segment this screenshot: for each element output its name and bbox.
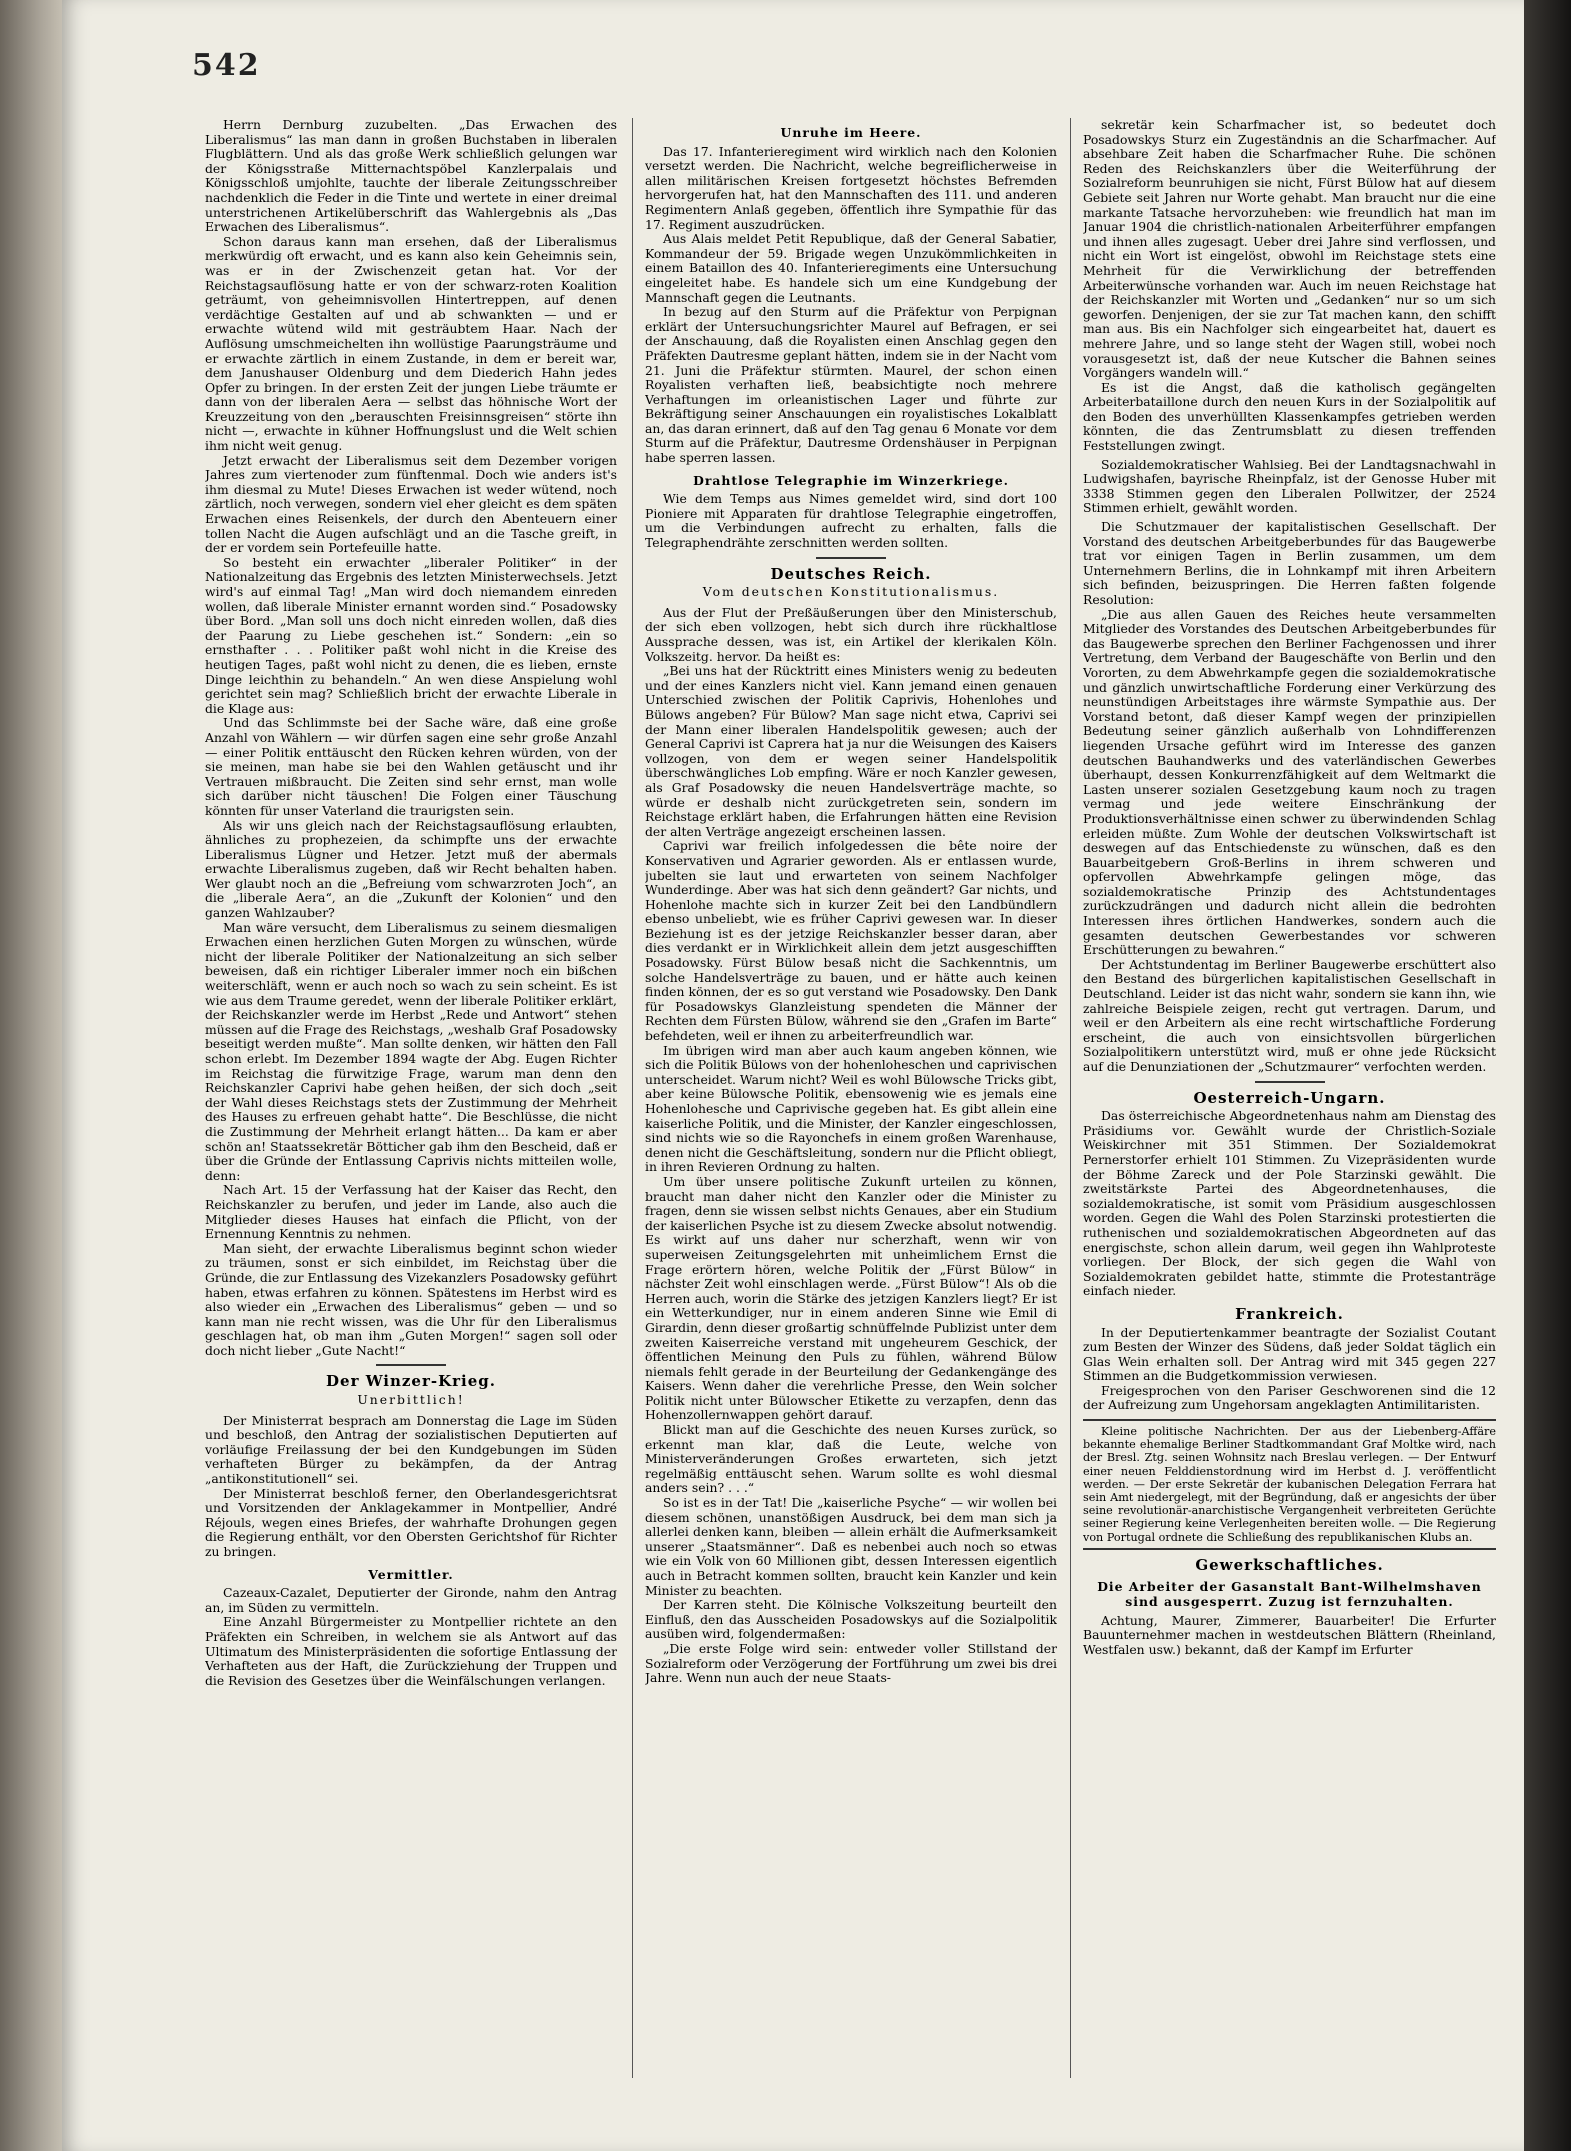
paragraph: Cazeaux-Cazalet, Deputierter der Gironde, nahm den Antrag an, im Süden zu vermitteln. xyxy=(205,1585,617,1615)
paragraph: Als wir uns gleich nach der Reichstagsauflösung erlaubten, ähnliches zu prophezeien, da schimpfte uns der erwachte Liberalismus Lügner und Hetzer. Jetzt muß der abermals erwachte Liberalismus zugeben, daß wir Recht behalten haben. Wer glaubt noch an die „Befreiung vom schwarzroten Joch“, an die „liberale Aera“, an die „Zukunft der Kolonien“ und den ganzen Wahlzauber? xyxy=(205,817,617,921)
page-number: 542 xyxy=(192,48,261,83)
paragraph: Nach Art. 15 der Verfassung hat der Kaiser das Recht, den Reichskanzler zu berufen, und jeder im Lande, also auch die Mitglieder dieses Hauses hat einfach die Pflicht, von der Ernennung Kenntnis zu nehmen. xyxy=(205,1182,617,1242)
paragraph: Caprivi war freilich infolgedessen die bête noire der Konservativen und Agrarier geworden. Als er entlassen wurde, jubelten sie laut und erwarteten von seinem Nachfolger Wunderdinge. Aber was hat sich denn geändert? Gar nichts, und Hohenlohe machte sich in kurzer Zeit bei den Landbündlern ebenso unbeliebt, wie es früher Caprivi gewesen war. In dieser Beziehung ist es der jetzige Reichskanzler besser daran, aber dies verdankt er in Wirklichkeit allein dem jetzt ausgeschifften Posadowsky. Fürst Bülow besaß nicht die Sachkenntnis, um solche Handelsverträge zu bauen, und er hätte auch keinen finden können, der es so gut verstand wie Posadowsky. Den Dank für Posadowskys Glanzleistung spendeten die Männer der Rechten dem Fürsten Bülow, während sie den „Grafen im Barte“ befehdeten, weil er ihnen zu arbeiterfreundlich war. xyxy=(645,838,1057,1044)
schutz-intro: Die Schutzmauer der kapitalistischen Gesellschaft. Der Vorstand des deutschen Arbeitgeberbundes für das Baugewerbe trat vor einigen Tagen in Berlin zusammen, um dem Unternehmern Berlins, die in Lohnkampf mit ihren Arbeitern sich befinden, beizuspringen. Die Herren faßten folgende Resolution: xyxy=(1083,519,1496,607)
paragraph: Aus Alais meldet Petit Republique, daß der General Sabatier, Kommandeur der 59. Brigade wegen Unzukömmlichkeiten in einem Bataillon des 40. Infanterieregiments eine Untersuchung eingeleitet habe. Es handele sich um eine Kundgebung der Mannschaft gegen die Leutnants. xyxy=(645,231,1057,305)
frank-heading: Frankreich. xyxy=(1235,1304,1344,1323)
column-1 xyxy=(205,118,617,2078)
draht-heading: Drahtlose Telegraphie im Winzerkriege. xyxy=(693,472,1009,488)
section-separator xyxy=(1255,1081,1325,1083)
paragraph: Aus der Flut der Preßäußerungen über den Ministerschub, der sich eben vollzogen, hebt sich durch ihre rückhaltlose Aussprache dessen, was ist, ein Artikel der klerikalen Köln. Volkszeitg. hervor. Da heißt es: xyxy=(645,604,1057,664)
paragraph: Herrn Dernburg zuzubelten. „Das Erwachen des Liberalismus“ las man dann in großen Buchstaben in liberalen Flugblättern. Und als das große Werk schließlich gelungen war der Königsstraße Mitternachtspöbel Kanzlerpalais und Königsschloß umjohlte, tauchte der liberale Zeitungsschreiber nachdenklich die Feder in die Tinte und wertete in einer dreimal unterstrichenen Artikelüberschrift das Wahlergebnis als „Das Erwachen des Liberalismus“. xyxy=(205,118,617,235)
col3-top-paragraphs xyxy=(1083,118,1496,454)
paragraph: Eine Anzahl Bürgermeister zu Montpellier richtete an den Präfekten ein Schreiben, in welchem sie als Antwort auf das Ultimatum des Ministerpräsidenten die sofortige Entlassung der Verhafteten aus der Haft, die Zurückziehung der Truppen und die Revision des Gesetzes über die Weinfälschungen verlangen. xyxy=(205,1614,617,1688)
col1-paragraphs xyxy=(205,118,617,1358)
paragraph: Und das Schlimmste bei der Sache wäre, daß eine große Anzahl von Wählern — wir dürfen sagen eine sehr große Anzahl — einer Politik enttäuscht den Rücken kehren würden, von der sie meinen, man habe sie bei den Wahlen getäuscht und ihr Vertrauen mißbraucht. Die Zeiten sind sehr ernst, man wolle sich darüber nicht täuschen! Die Folgen einer Täuschung könnten für unser Vaterland die traurigsten sein. xyxy=(205,715,617,818)
draht-paragraph: Wie dem Temps aus Nimes gemeldet wird, sind dort 100 Pioniere mit Apparaten für drahtlose Telegraphie eingetroffen, um die Verbindungen aufrecht zu erhalten, falls die Telegraphendrähte zerschnitten werden sollten. xyxy=(645,491,1057,551)
reich-subheading: Vom deutschen Konstitutionalismus. xyxy=(702,584,1000,600)
gew-heading: Gewerkschaftliches. xyxy=(1195,1555,1384,1574)
column-divider xyxy=(1070,118,1071,2078)
paragraph: Man sieht, der erwachte Liberalismus beginnt schon wieder zu träumen, sonst er sich einbildet, im Reichstag über die Gründe, die zur Entlassung des Vizekanzlers Posadowsky geführt haben, etwas erfahren zu können. Spätestens im Herbst wird es also wieder ein „Erwachen des Liberalismus“ geben — und so kann man nie recht wissen, was die Uhr für den Liberalismus geschlagen hat, ob man ihm „Guten Morgen!“ sagen soll oder doch nicht lieber „Gute Nacht!“ xyxy=(205,1240,617,1358)
reich-heading: Deutsches Reich. xyxy=(770,564,932,583)
paragraph: Schon daraus kann man ersehen, daß der Liberalismus merkwürdig oft erwacht, und es kann also kein Geheimnis sein, was er in der Zwischenzeit getan hat. Vor der Reichstagsauflösung hatte er von der schwarz-roten Koalition geträumt, von geheimnisvollen Hintertreppen, auf denen verdächtige Gestalten auf und ab schwankten — und er erwachte wütend wild mit gesträubtem Haar. Nach der Auflösung umschmeichelten ihn wollüstige Paarungsträume und er erwachte zärtlich in einem Zustande, in dem er bereit war, dem Janushauser Oldenburg und dem Diederich Hahn jedes Opfer zu bringen. In der ersten Zeit der jungen Liebe träumte er dann von der liberalen Aera — selbst das höhnische Wort der Kreuzzeitung von den „berauschten Freisinnsgreisen“ störte ihn nicht —, erwachte in kühner Hoffnungslust und die Welt schien ihm nicht weit genug. xyxy=(205,233,617,454)
page-edge-shadow xyxy=(1524,0,1571,2151)
paragraph: Man wäre versucht, dem Liberalismus zu seinem diesmaligen Erwachen einen herzlichen Guten Morgen zu wünschen, würde nicht der liberale Politiker der Nationalzeitung an sich selber beweisen, daß ein richtiger Liberaler immer noch ein bißchen weiterschläft, wenn er auch noch so wach zu sein scheint. Es ist wie aus dem Traume geredet, wenn der liberale Politiker erklärt, der Reichskanzler werde im Herbst „Rede und Antwort“ stehen müssen auf die Frage des Reichstags, „weshalb Graf Posadowsky beseitigt werden mußte“. Man sollte denken, wir hätten den Fall schon erlebt. Im Dezember 1894 wagte der Abg. Eugen Richter im Reichstag die fürwitzige Frage, warum man denn den Reichskanzler Caprivi habe gehen heißen, der sich doch „seit der Wahl dieses Reichstags stets der Zustimmung der Mehrheit des Hauses zu erfreuen gehabt hatte“. Die Beschlüsse, die nicht die Zustimmung der Mehrheit erlangt hätten... Da kam er aber schön an! Staatssekretär Bötticher gab ihm den Bescheid, daß er über die Gründe der Entlassung Caprivis nichts mitteilen wolle, denn: xyxy=(205,919,617,1183)
paragraph: Blickt man auf die Geschichte des neuen Kurses zurück, so erkennt man klar, daß die Leute, welche von Ministerveränderungen Großes erwarteten, sich jetzt regelmäßig enttäuscht sehen. Warum sollte es wohl diesmal anders sein? . . .“ xyxy=(645,1422,1057,1496)
paragraph: Es ist die Angst, daß die katholisch gegängelten Arbeiterbataillone durch den neuen Kurs in der Sozialpolitik auf den Boden des unverhüllten Klassenkampfes getrieben werden könnten, die das Zentrumsblatt zu diesen treffenden Feststellungen zwingt. xyxy=(1083,379,1496,454)
section-separator xyxy=(376,1364,446,1366)
winzer-paragraphs xyxy=(205,1414,617,1560)
oest-paragraph: Das österreichische Abgeordnetenhaus nahm am Dienstag des Präsidiums vor. Gewählt wurde der Christlich-Soziale Weiskirchner mit 351 Stimmen. Der Sozialdemokrat Pernerstorfer erhielt 101 Stimmen. Zu Vizepräsidenten wurde der Böhme Zareck und der Pole Starzinski gewählt. Die zweitstärkste Partei des Abgeordnetenhauses, die sozialdemokratische, ist somit vom Präsidium ausgeschlossen worden. Gegen die Wahl des Polen Starzinski protestierten die ruthenischen und sozialdemokratischen Abgeordneten auf das energischste, schon allein darum, weil gegen ihn Wahlproteste vorliegen. Der Block, der sich gegen die Wahl von Sozialdemokraten gebildet hatte, stimmte die Protestanträge einfach nieder. xyxy=(1083,1108,1496,1299)
winzer-heading: Der Winzer-Krieg. xyxy=(326,1372,496,1391)
paragraph: Das 17. Infanterieregiment wird wirklich nach den Kolonien versetzt werden. Die Nachricht, welche begreiflicherweise in allen militärischen Kreisen fortgesetzt höchstes Befremden hervorgerufen hat, hat den Mannschaften des 111. und anderen Regimentern Anlaß gegeben, öffentlich ihre Sympathie für das 17. Regiment auszudrücken. xyxy=(645,143,1057,232)
column-divider xyxy=(632,118,633,2078)
paragraph: Freigesprochen von den Pariser Geschworenen sind die 12 der Aufreizung zum Ungehorsam angeklagten Antimilitaristen. xyxy=(1083,1382,1496,1413)
kleine-nachrichten xyxy=(1083,1419,1496,1550)
oest-heading: Oesterreich-Ungarn. xyxy=(1193,1088,1386,1107)
paragraph: Der Ministerrat besprach am Donnerstag die Lage im Süden und beschloß, den Antrag der sozialistischen Deputierten auf vorläufige Freilassung der bei den Kundgebungen im Süden verhafteten Bürger zu bekämpfen, da der Antrag „antikonstitutionell“ sei. xyxy=(205,1412,617,1487)
column-2 xyxy=(645,118,1057,2078)
paragraph: Um über unsere politische Zukunft urteilen zu können, braucht man daher nicht den Kanzler oder die Minister zu fragen, denn sie wissen selbst nichts Genaues, aber ein Studium der kaiserlichen Psyche ist zu diesem Zwecke absolut notwendig. Es wirkt auf uns daher nur scherzhaft, wenn wir von superweisen Zeitungsgelehrten mit unheimlichem Ernst die Frage erörtern hören, welche Politik der „Fürst Bülow“ in nächster Zeit wohl einschlagen werde. „Fürst Bülow“! Als ob die Herren auch, worin die Stärke des jetzigen Kanzlers liegt? Er ist ein Wetterkundiger, nur in einem anderen Sinne wie Emil di Girardin, denn dieser großartig schnüffelnde Publizist unter dem zweiten Kaiserreiche verstand mit ungeheurem Geschick, der öffentlichen Meinung den Puls zu fühlen, während Bülow niemals fehlt gerade in der Beurteilung der Gedankengänge des Kaisers. Wenn daher die verehrliche Presse, den Wein solcher Politik nicht unter Bülowscher Etikette zu verzapfen, denn das Hohenzollernwappen gehört darauf. xyxy=(645,1173,1057,1423)
paragraph: Jetzt erwacht der Liberalismus seit dem Dezember vorigen Jahres zum viertenoder zum fünftenmal. Doch wie anders ist's ihm diesmal zu Mute! Dieses Erwachen ist weder wütend, noch zärtlich, noch verwegen, sondern viel eher gleicht es dem späten Erwachen eines Reisenkels, der durch den Abenteuern einer tollen Nacht die Augen aufschlägt und an die Tasche greift, in der er vordem sein Portefeuille hatte. xyxy=(205,452,617,556)
vermittler-heading: Vermittler. xyxy=(368,1566,454,1582)
unruhe-heading: Unruhe im Heere. xyxy=(780,125,922,140)
frank-paragraphs xyxy=(1083,1326,1496,1414)
paragraph: „Die erste Folge wird sein: entweder voller Stillstand der Sozialreform oder Verzögerung der Fortführung um zwei bis drei Jahre. Wenn nun auch der neue Staats- xyxy=(645,1640,1057,1686)
gew-paragraph: Achtung, Maurer, Zimmerer, Bauarbeiter! Die Erfurter Bauunternehmer machen in westdeutschen Blättern (Rheinland, Westfalen usw.) bekannt, daß der Kampf im Erfurter xyxy=(1083,1612,1496,1657)
section-separator xyxy=(816,557,886,559)
paragraph: „Bei uns hat der Rücktritt eines Ministers wenig zu bedeuten und der eines Kanzlers nicht viel. Kann jemand einen genauen Unterschied zwischen der Politik Caprivis, Hohenlohes und Bülows angeben? Für Bülow? Man sage nicht etwa, Caprivi sei der Mann einer liberalen Handelspolitik gewesen; auch der General Caprivi ist Caprera hat ja nur die Weisungen des Kaisers vollzogen, von dem er wegen seiner Handelspolitik überschwängliches Lob empfing. Wäre er noch Kanzler gewesen, als Graf Posadowsky die neuen Handelsverträge machte, so würde er deshalb nicht zurückgetreten sein, sondern im Reichstage erklärt haben, die Erfahrungen hätten eine Revision der alten Verträge angezeigt erscheinen lassen. xyxy=(645,663,1057,839)
unruhe-paragraphs xyxy=(645,145,1057,466)
paragraph: Der Karren steht. Die Kölnische Volkszeitung beurteilt den Einfluß, den das Ausscheiden Posadowskys auf die Sozialpolitik ausüben wird, folgendermaßen: xyxy=(645,1597,1057,1642)
column-3 xyxy=(1083,118,1496,2078)
gew-subheading: Die Arbeiter der Gasanstalt Bant-Wilhelmshaven sind ausgesperrt. Zuzug ist fernzuhalten. xyxy=(1097,1579,1482,1610)
paragraph: Der Ministerrat beschloß ferner, den Oberlandesgerichtsrat und Vorsitzenden der Anklagekammer in Montpellier, André Réjouls, wegen eines Briefes, der wahrhafte Drohungen gegen die Regierung enthält, vor den Obersten Gerichtshof für Richter zu bringen. xyxy=(205,1485,617,1559)
vermittler-paragraphs xyxy=(205,1586,617,1688)
wahlsieg-paragraph: Sozialdemokratischer Wahlsieg. Bei der Landtagsnachwahl in Ludwigshafen, bayrische Rheinpfalz, ist der Genosse Huber mit 3338 Stimmen gegen den Liberalen Pollwitzer, der 2524 Stimmen erhielt, gewählt worden. xyxy=(1083,456,1496,516)
paragraph: In bezug auf den Sturm auf die Präfektur von Perpignan erklärt der Untersuchungsrichter Maurel auf Befragen, er sei der Anschauung, daß die Royalisten einen Anschlag gegen den Präfekten Dautresme geplant hätten, indem sie in der Nacht vom 21. Juni die Präfektur stürmten. Maurel, der schon einen Royalisten verhaften ließ, beabsichtigte noch mehrere Verhaftungen im orleanistischen Lager und führte zur Bekräftigung seiner Anschauungen ein royalistisches Lokalblatt an, das daran erinnert, daß auf den Tag genau 6 Monate vor dem Sturm auf die Präfektur, Dautresme Ordenshäuser in Perpignan habe sperren lassen. xyxy=(645,304,1057,466)
book-binding xyxy=(0,0,62,2151)
paragraph: Kleine politische Nachrichten. Der aus der Liebenberg-Affäre bekannte ehemalige Berliner Stadtkommandant Graf Moltke wird, nach der Bresl. Ztg. seinen Wohnsitz nach Breslau verlegen. — Der Entwurf einer neuen Felddienstordnung wird im Herbst d. J. veröffentlicht werden. — Der erste Sekretär der kubanischen Delegation Ferrara hat sein Amt niedergelegt, mit der Begründung, daß er angesichts der über seine revolutionär-anarchistische Vergangenheit verbreiteten Gerüchte seiner Regierung keine Verlegenheiten bereiten wolle. — Die Regierung von Portugal ordnete die Schließung des republikanischen Klubs an. xyxy=(1083,1425,1496,1544)
schutz-end: Der Achtstundentag im Berliner Baugewerbe erschüttert also den Bestand des bürgerlichen kapitalistischen Gesellschaft in Deutschland. Leider ist das nicht wahr, sondern sie kann ihn, wie zahlreiche Beispiele zeigen, recht gut vertragen. Darum, und weil er den Arbeitern als eine recht wirtschaftliche Forderung erscheint, die auch von einsichtsvollen bürgerlichen Sozialpolitikern unterstützt wird, muß er ohne jede Rücksicht auf die Denunziationen der „Schutzmaurer“ verfochten werden. xyxy=(1083,956,1496,1074)
paragraph: So besteht ein erwachter „liberaler Politiker“ in der Nationalzeitung das Ergebnis des letzten Ministerwechsels. Jetzt wird's auf einmal Tag! „Man wird doch niemandem einreden wollen, daß liberale Minister ernannt worden sind.“ Posadowsky über Bord. „Man soll uns doch nicht einreden wollen, daß dies der Paarung zu Liebe geschehen ist.“ Sondern: „ein so ernsthafter . . . Politiker paßt wohl nicht in die Kreise des heutigen Tages, paßt wohl nicht zu denen, die es lieben, ernste Dinge leichthin zu behandeln.“ An wen diese Anspielung wohl gerichtet sein mag? Schließlich bricht der erwachte Liberale in die Klage aus: xyxy=(205,554,617,716)
winzer-subheading: Unerbittlich! xyxy=(357,1392,465,1408)
paragraph: sekretär kein Scharfmacher ist, so bedeutet doch Posadowskys Sturz ein Zugeständnis an die Scharfmacher. Auf absehbare Zeit haben die Scharfmacher Ruhe. Die schönen Reden des Reichskanzlers über die Weiterführung der Sozialreform beunruhigen sie nicht, Fürst Bülow hat auf diesem Gebiete seit Jahren nur Worte gehabt. Man braucht nur die eine markante Tatsache hervorzuheben: wie freundlich hat man im Januar 1904 die christlich-nationalen Arbeiterführer empfangen und ihnen alles zugesagt. Ueber drei Jahre sind verflossen, und nicht ein Wort ist eingelöst, obwohl im Reichstage stets eine Mehrheit für die Verwirklichung der betreffenden Arbeiterwünsche vorhanden war. Auch im neuen Reichstage hat der Reichskanzler mit Worten und „Gedanken“ nur so um sich geworfen. Denjenigen, der sie zur Tat machen kann, den schifft man aus. Bis ein Nachfolger sich eingearbeitet hat, dauert es mehrere Jahre, und so lange steht der Wagen still, wobei noch vorausgesetzt ist, daß der neue Kutscher die Bahnen seines Vorgängers wandeln will.“ xyxy=(1083,118,1496,381)
reich-paragraphs xyxy=(645,606,1057,1686)
schutz-quote: „Die aus allen Gauen des Reiches heute versammelten Mitglieder des Vorstandes des Deutschen Arbeitgeberbundes für das Baugewerbe sprechen den Berliner Fachgenossen und ihrer Vertretung, dem Verband der Baugeschäfte von Berlin und den Vororten, zu dem Abwehrkampfe gegen die sozialdemokratische und gänzlich unwirtschaftliche Forderung einer Verkürzung des neunstündigen Arbeitstages ihre wärmste Sympathie aus. Der Vorstand betont, daß dieser Kampf wegen der prinzipiellen Bedeutung seiner gänzlich außerhalb von Lohndifferenzen liegenden Ursache geführt wird im Interesse des ganzen deutschen Bauhandwerks und des vaterländischen Gewerbes überhaupt, dessen Konkurrenzfähigkeit auf dem Weltmarkt die Lasten unserer sozialen Gesetzgebung kaum noch zu tragen vermag und jede weitere Einschränkung der Produktionsverhältnisse einen schwer zu überwindenden Schlag erleiden müßte. Zum Wohle der deutschen Volkswirtschaft ist deswegen auf das Entschiedenste zu wünschen, daß es den Bauarbeitgebern Groß-Berlins in ihrem schweren und opfervollen Abwehrkampfe gelingen möge, das sozialdemokratische Prinzip des Achtstundentages zurückzudrängen und dadurch nicht allein die bedrohten Interessen ihres örtlichen Handwerkes, sondern auch die gesamten deutschen Gewerbestandes vor schweren Erschütterungen zu bewahren.“ xyxy=(1083,606,1496,958)
paragraph: In der Deputiertenkammer beantragte der Sozialist Coutant zum Besten der Winzer des Südens, daß jeder Soldat täglich ein Glas Wein erhalten soll. Der Antrag wird mit 345 gegen 227 Stimmen an die Budgetkommission verwiesen. xyxy=(1083,1324,1496,1384)
paragraph: Im übrigen wird man aber auch kaum angeben können, wie sich die Politik Bülows von der hohenloheschen und caprivischen unterscheidet. Warum nicht? Weil es wohl Bülowsche Tricks gibt, aber keine Bülowsche Politik, ebensowenig wie es jemals eine Hohenlohesche und Caprivische gegeben hat. Es gibt allein eine kaiserliche Politik, und die Minister, der Kanzler eingeschlossen, sind nichts wie so die Rayonchefs in einem großen Warenhause, denen nicht die Geschäftsleitung, sondern nur die Pflicht obliegt, in ihren Revieren Ordnung zu halten. xyxy=(645,1042,1057,1175)
paragraph: So ist es in der Tat! Die „kaiserliche Psyche“ — wir wollen bei diesem schönen, unanstößigen Ausdruck, bei dem man sich ja allerlei denken kann, bleiben — allein erhält die Aufmerksamkeit unserer „Staatsmänner“. Daß es nebenbei auch noch so etwas wie ein Volk von 60 Millionen gibt, dessen Interessen eigentlich auch in Betracht kommen sollten, braucht kein Kanzler und kein Minister zu beachten. xyxy=(645,1495,1057,1598)
